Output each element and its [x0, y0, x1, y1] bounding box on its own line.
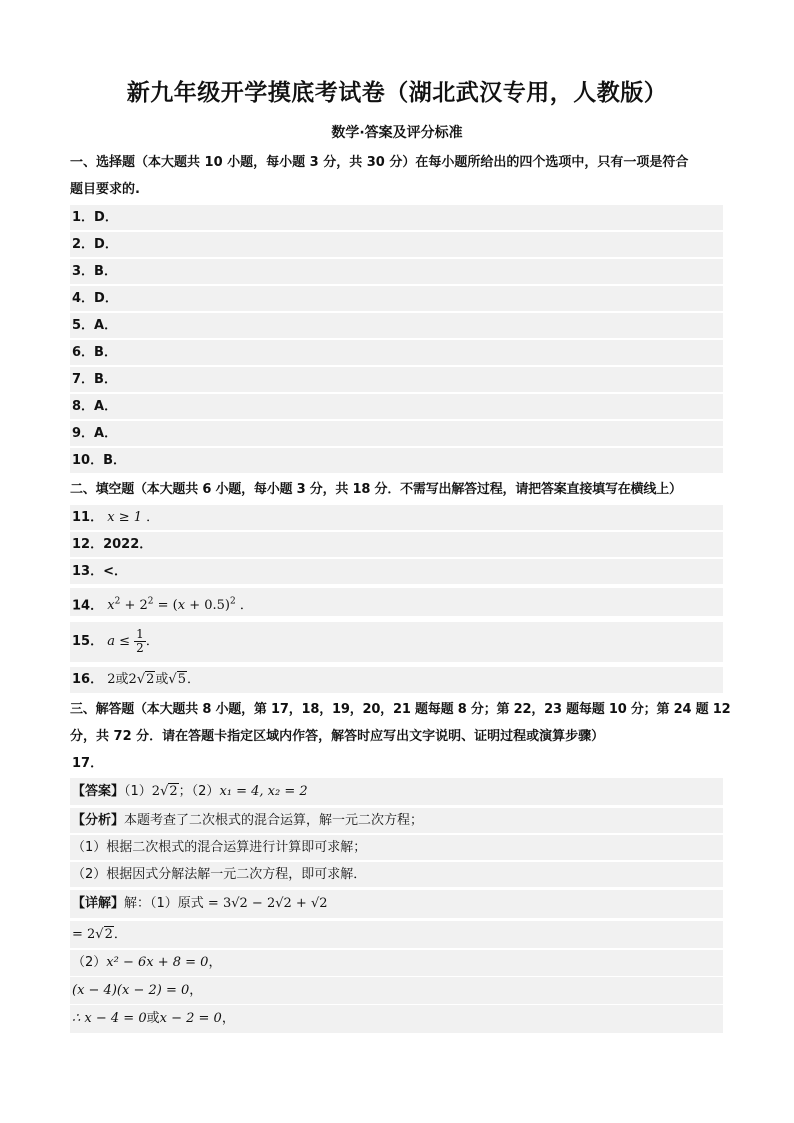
q16-value-c: √5 [168, 672, 186, 687]
step1-radicand: 2 [104, 927, 113, 942]
page-title: 新九年级开学摸底考试卷（湖北武汉专用，人教版） [126, 80, 668, 106]
fill-answer-16 [70, 667, 723, 693]
q17-detail-row [70, 890, 723, 918]
q17-answer-row [70, 778, 723, 805]
step4-or: 或 [146, 1011, 160, 1026]
answer-part2-value: x₁ = 4, x₂ = 2 [219, 784, 308, 799]
step2-label: （2） [72, 955, 107, 970]
q15-end: ． [145, 634, 159, 649]
analysis-text: 本题考查了二次根式的混合运算，解一元二次方程； [124, 813, 424, 828]
choice-answer-4: 4．D． [70, 286, 723, 311]
q17-step4 [70, 1005, 723, 1033]
choice-answer-7: 7．B． [70, 367, 723, 392]
answer-part1-label: （1） [124, 784, 152, 799]
choice-answer-5: 5．A． [70, 313, 723, 338]
choice-answer-6: 6．B． [70, 340, 723, 365]
q16-value-b: 2√2 [128, 672, 155, 687]
choice-answer-2: 2．D． [70, 232, 723, 257]
section2-heading: 二、填空题（本大题共 6 小题，每小题 3 分，共 18 分．不需写出解答过程，请把答案直接填写在横线上） [70, 482, 682, 497]
q17-analysis-row [70, 808, 723, 833]
q14-expression: $x^2 + 2^2 = (x + 0.5)^2$ ． [107, 597, 253, 614]
choice-answer-1: 1．D． [70, 205, 723, 230]
step3-equation: (x − 4)(x − 2) = 0 [72, 983, 190, 998]
choice-answer-3: 3．B． [70, 259, 723, 284]
step4-part-a: ∴ x − 4 = 0 [72, 1011, 147, 1026]
fill-answer-11 [70, 505, 723, 530]
q16-value-a: 2 [107, 672, 116, 687]
step3-end: ， [189, 983, 203, 998]
q15-operator: ≤ [115, 634, 135, 649]
step1-end: ． [113, 927, 127, 942]
q14-number: 14． [72, 598, 104, 614]
q16-or-2: 或 [155, 672, 169, 687]
q16-c-radicand: 5 [177, 672, 186, 687]
section1-heading-line2: 题目要求的. [70, 182, 140, 197]
q16-number: 16． [72, 672, 104, 687]
fill-answer-13: 13．<． [70, 559, 723, 584]
step4-end: ， [221, 1011, 235, 1026]
q17-analysis-1: （1）根据二次根式的混合运算进行计算即可求解； [70, 835, 723, 860]
answer-tag: 【答案】 [72, 784, 125, 799]
section3-heading [70, 696, 731, 750]
detail-tag: 【详解】 [72, 896, 125, 911]
section1-heading [70, 149, 726, 203]
step1-sqrt: √2 [95, 927, 113, 942]
answer-separator: ；（2） [178, 784, 220, 799]
q16-end: ． [186, 672, 200, 687]
choice-answer-10: 10．B． [70, 448, 723, 473]
section1-heading-line1: 一、选择题（本大题共 10 小题，每小题 3 分，共 30 分）在每小题所给出的四个选项中，只有一项是符合 [70, 155, 689, 170]
answer-part1-value: 2√2 [151, 784, 178, 799]
q11-number: 11． [72, 510, 104, 525]
step1-prefix: = 2 [72, 927, 96, 942]
q16-b-radicand: 2 [146, 672, 155, 687]
detail-expression: = 3√2 − 2√2 + √2 [203, 896, 328, 911]
q17-step1 [70, 921, 723, 948]
q17-label: 17． [72, 756, 104, 771]
fill-answer-15 [70, 622, 723, 662]
section3-heading-line1: 三、解答题（本大题共 8 小题，第 17，18，19，20，21 题每题 8 分；第 22，23 题每题 10 分；第 24 题 12 [70, 702, 731, 717]
q11-expression: x ≥ 1 [107, 510, 142, 525]
q17-step2 [70, 950, 723, 976]
q15-fraction [134, 628, 146, 655]
analysis-tag: 【分析】 [72, 813, 125, 828]
answer-part1-radicand: 2 [169, 784, 178, 799]
step4-part-b: x − 2 = 0 [159, 1011, 222, 1026]
q15-variable: a [107, 634, 115, 649]
q15-numerator: 1 [136, 627, 144, 641]
q16-or-1: 或 [115, 672, 129, 687]
page-subtitle: 数学·答案及评分标准 [331, 125, 463, 141]
choice-answer-9: 9．A． [70, 421, 723, 446]
fill-answer-14 [70, 588, 723, 616]
choice-answer-8: 8．A． [70, 394, 723, 419]
q11-end: ． [146, 510, 160, 525]
answer-part1-coefficient: 2 [151, 784, 161, 799]
detail-text: 解：（1）原式 [124, 896, 204, 911]
step2-end: ， [208, 955, 222, 970]
q16-b-coefficient: 2 [128, 672, 137, 687]
q15-number: 15． [72, 634, 104, 649]
q15-denominator: 2 [136, 641, 144, 655]
step2-equation: x² − 6x + 8 = 0 [106, 955, 209, 970]
q17-analysis-2: （2）根据因式分解法解一元二次方程，即可求解． [70, 862, 723, 887]
fill-answer-12: 12．2022． [70, 532, 723, 557]
q17-step3 [70, 977, 723, 1004]
section3-heading-line2: 分，共 72 分．请在答题卡指定区域内作答，解答时应写出文字说明、证明过程或演算步骤） [70, 729, 605, 744]
